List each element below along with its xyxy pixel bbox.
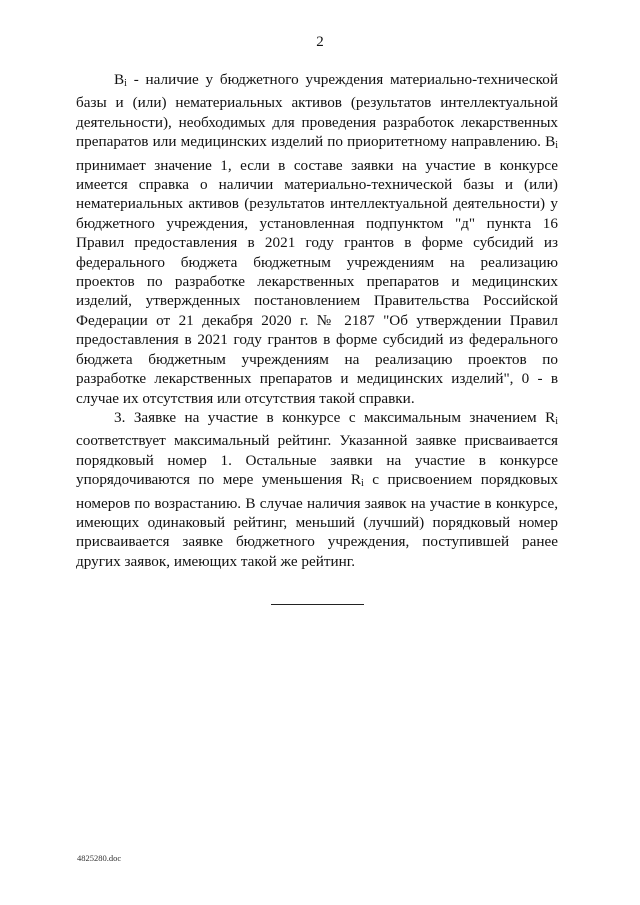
paragraph-text: соответствует максимальный рейтинг. Указанной заявке присваивается порядковый номер 1. Остальные заявки на участие в конкурсе упорядочиваются по мере уменьшения R xyxy=(76,432,558,489)
paragraph-b-indicator xyxy=(76,70,558,408)
paragraph-text: - наличие у бюджетного учреждения материально-технической базы и (или) нематериальных активов (результатов интеллектуальной деятельности), необходимых для проведения разработок лекарственных препаратов или медицинских изделий по приоритетному направлению. xyxy=(76,71,558,151)
subscript-i: i xyxy=(555,140,558,152)
subscript-i: i xyxy=(555,415,558,427)
document-body xyxy=(76,70,558,571)
variable-b: B xyxy=(114,71,125,88)
file-reference: 4825280.doc xyxy=(77,853,122,863)
subscript-i: i xyxy=(124,78,127,89)
paragraph-3-ranking xyxy=(76,408,558,571)
paragraph-text: с присвоением порядковых номеров по возрастанию. В случае наличия заявок на участие в конкурсе, имеющих одинаковый рейтинг, меньший (лучший) порядковый номер присваивается заявке бюджетного учреждения, поступившей ранее других заявок, имеющих такой же рейтинг. xyxy=(76,471,558,570)
subscript-i: i xyxy=(361,478,364,490)
end-divider-line xyxy=(271,604,364,605)
paragraph-text: 3. Заявке на участие в конкурсе с максимальным значением R xyxy=(114,408,556,426)
variable-b: B xyxy=(545,133,556,151)
paragraph-text: принимает значение 1, если в составе заявки на участие в конкурсе имеется справка о наличии материально-технической базы и (или) нематериальных активов (результатов интеллектуальной деятельности) у бюджетного учреждения, установленная подпунктом "д" пункта 16 Правил предоставления в 2021 году грантов в форме субсидий из федерального бюджета бюджетным учреждениям на реализацию проектов по разработке лекарственных препаратов и медицинских изделий, утвержденных постановлением Правительства Российской Федерации от 21 декабря 2020 г. № 2187 "Об утверждении Правил предоставления в 2021 году грантов в форме субсидий из федерального бюджета бюджетным учреждениям на реализацию проектов по разработке лекарственных препаратов и медицинских изделий", 0 - в случае их отсутствия или отсутствия такой справки. xyxy=(76,156,558,407)
page-number: 2 xyxy=(316,34,324,50)
